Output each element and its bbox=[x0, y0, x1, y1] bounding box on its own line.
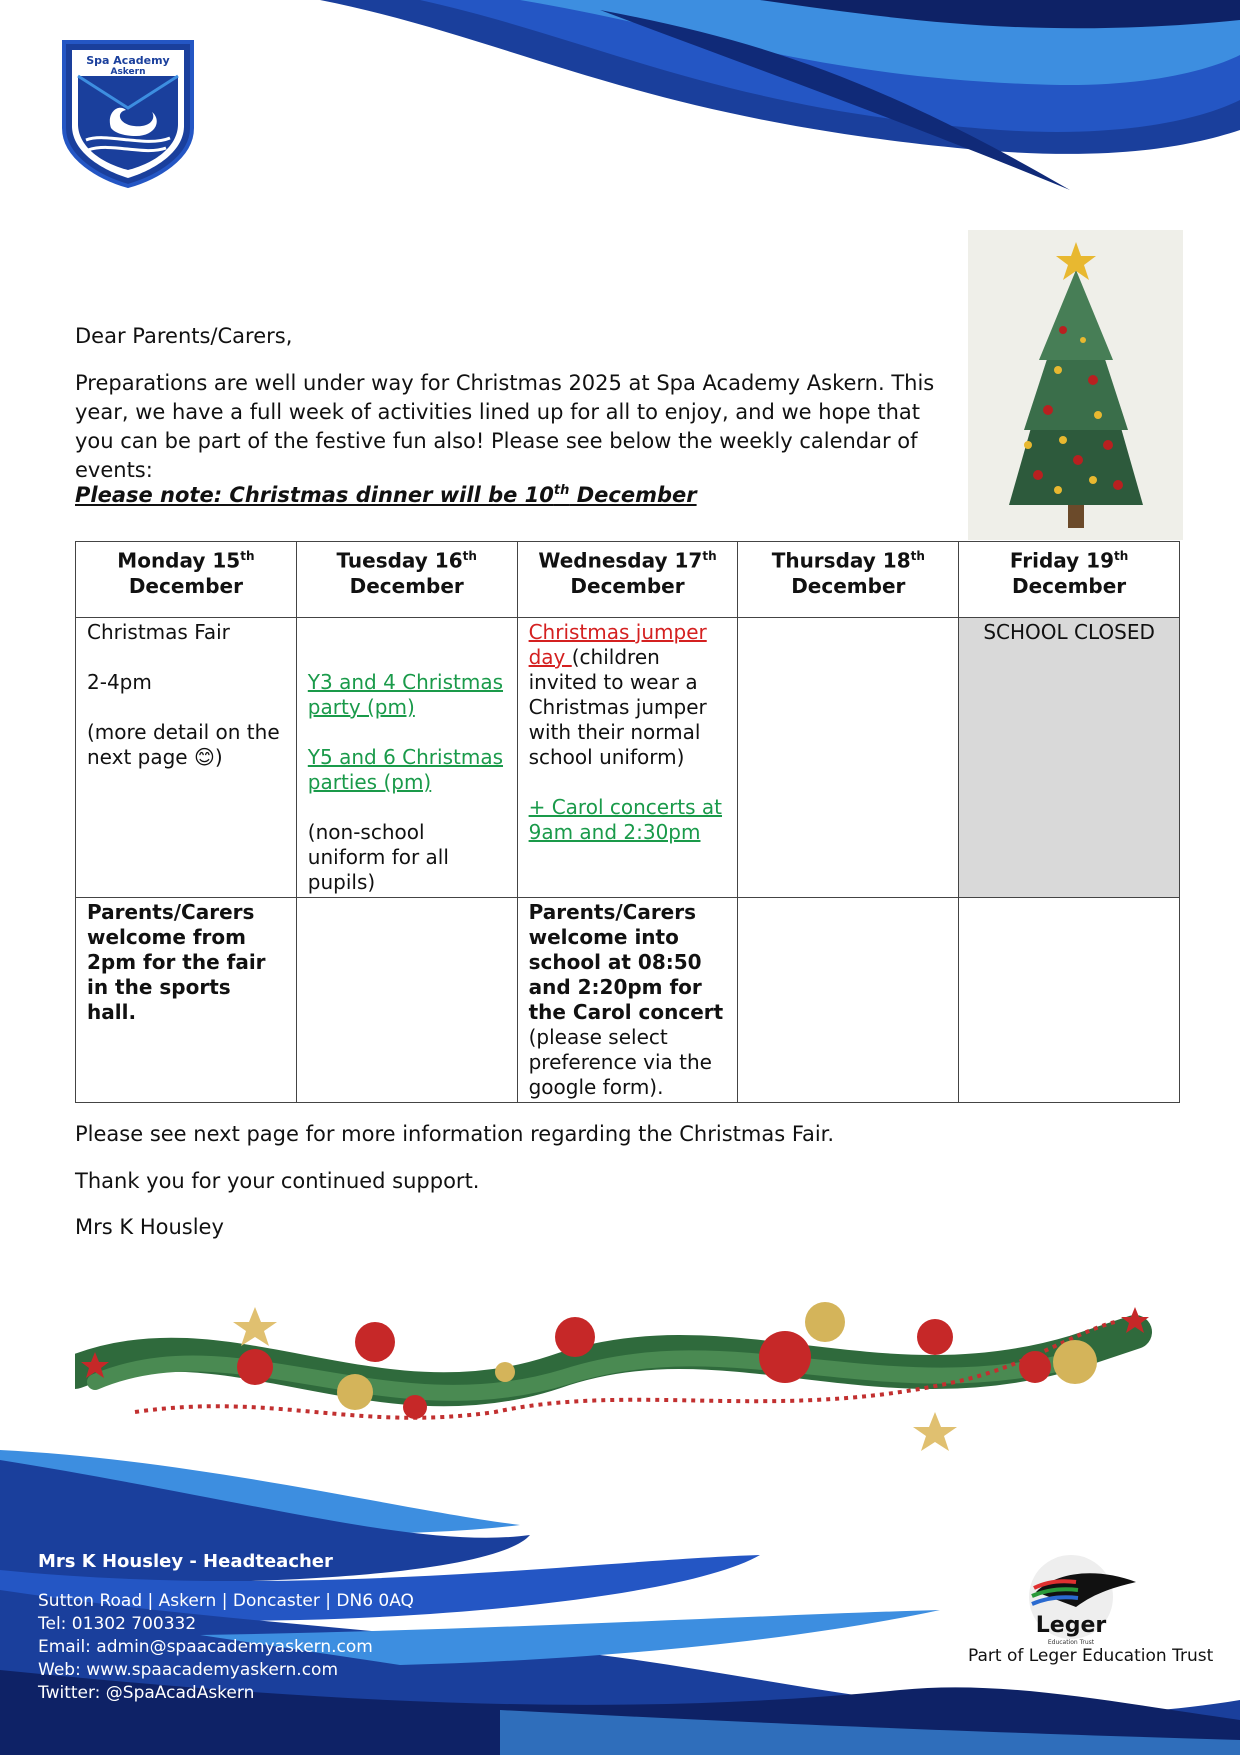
thursday-parents-cell bbox=[738, 898, 959, 1103]
carol-concert-link[interactable]: + Carol concerts at 9am and 2:30pm bbox=[528, 795, 723, 844]
see-next-page-text: Please see next page for more information regarding the Christmas Fair. bbox=[75, 1122, 835, 1146]
tuesday-events-cell bbox=[296, 618, 517, 898]
christmas-jumper-day-link[interactable]: Christmas jumper day bbox=[528, 620, 707, 669]
tuesday-parents-cell bbox=[296, 898, 517, 1103]
trust-membership-text: Part of Leger Education Trust bbox=[968, 1646, 1214, 1666]
header-thursday: Thursday 18th December bbox=[738, 542, 959, 618]
friday-events-cell bbox=[959, 618, 1180, 898]
footer-website-link[interactable]: Web: www.spaacademyaskern.com bbox=[38, 1660, 339, 1680]
y5-6-party-link[interactable]: Y5 and 6 Christmas parties (pm) bbox=[307, 745, 504, 794]
svg-text:Spa Academy: Spa Academy bbox=[86, 54, 170, 67]
events-calendar-table bbox=[75, 541, 1180, 1103]
svg-text:Leger: Leger bbox=[1035, 1613, 1107, 1638]
table-header-row bbox=[76, 542, 1180, 618]
thursday-events-cell bbox=[738, 618, 959, 898]
leger-trust-logo bbox=[1006, 1552, 1156, 1652]
monday-events-cell bbox=[76, 618, 297, 898]
letter-intro: Preparations are well under way for Christmas 2025 at Spa Academy Askern. This year, we have a full week of activities lined up for all to enjoy, and we hope that you can be part of the festive fun also! Please see below the weekly calendar of events: bbox=[75, 371, 935, 482]
thanks-text: Thank you for your continued support. bbox=[75, 1169, 480, 1193]
header-monday: Monday 15th December bbox=[76, 542, 297, 618]
christmas-tree-image bbox=[968, 230, 1183, 540]
header-friday: Friday 19th December bbox=[959, 542, 1180, 618]
footer-address: Sutton Road | Askern | Doncaster | DN6 0AQ bbox=[38, 1591, 414, 1611]
school-closed-label: SCHOOL CLOSED bbox=[983, 620, 1155, 644]
friday-parents-cell bbox=[959, 898, 1180, 1103]
footer-headteacher-name: Mrs K Housley - Headteacher bbox=[38, 1551, 333, 1572]
table-row bbox=[76, 618, 1180, 898]
wednesday-events-cell bbox=[517, 618, 738, 898]
christmas-fair-label: Christmas Fair bbox=[87, 620, 230, 644]
header-wednesday: Wednesday 17th December bbox=[517, 542, 738, 618]
footer-twitter-link[interactable]: Twitter: @SpaAcadAskern bbox=[38, 1683, 255, 1703]
table-row bbox=[76, 898, 1180, 1103]
fair-detail: (more detail on the next page 😊) bbox=[87, 720, 280, 769]
uniform-note: (non-school uniform for all pupils) bbox=[307, 820, 449, 894]
school-crest-logo bbox=[56, 28, 200, 188]
jumper-day-detail: (children invited to wear a Christmas jumper with their normal school uniform) bbox=[528, 645, 707, 769]
dinner-note: Please note: Christmas dinner will be 10th December bbox=[75, 483, 697, 507]
footer-email-link[interactable]: Email: admin@spaacademyaskern.com bbox=[38, 1637, 373, 1657]
footer-telephone: Tel: 01302 700332 bbox=[38, 1614, 197, 1634]
svg-text:Askern: Askern bbox=[110, 67, 146, 77]
monday-parents-cell: Parents/Carers welcome from 2pm for the fair in the sports hall. bbox=[76, 898, 297, 1103]
signature: Mrs K Housley bbox=[75, 1215, 224, 1239]
y3-4-party-link[interactable]: Y3 and 4 Christmas party (pm) bbox=[307, 670, 504, 719]
svg-text:Education Trust: Education Trust bbox=[1047, 1639, 1095, 1646]
christmas-garland-image bbox=[75, 1262, 1165, 1452]
letter-greeting: Dear Parents/Carers, bbox=[75, 324, 293, 348]
header-tuesday: Tuesday 16th December bbox=[296, 542, 517, 618]
fair-time: 2-4pm bbox=[87, 670, 152, 694]
wednesday-parents-cell: Parents/Carers welcome into school at 08:50 and 2:20pm for the Carol concert (please select preference via the google form). bbox=[517, 898, 738, 1103]
